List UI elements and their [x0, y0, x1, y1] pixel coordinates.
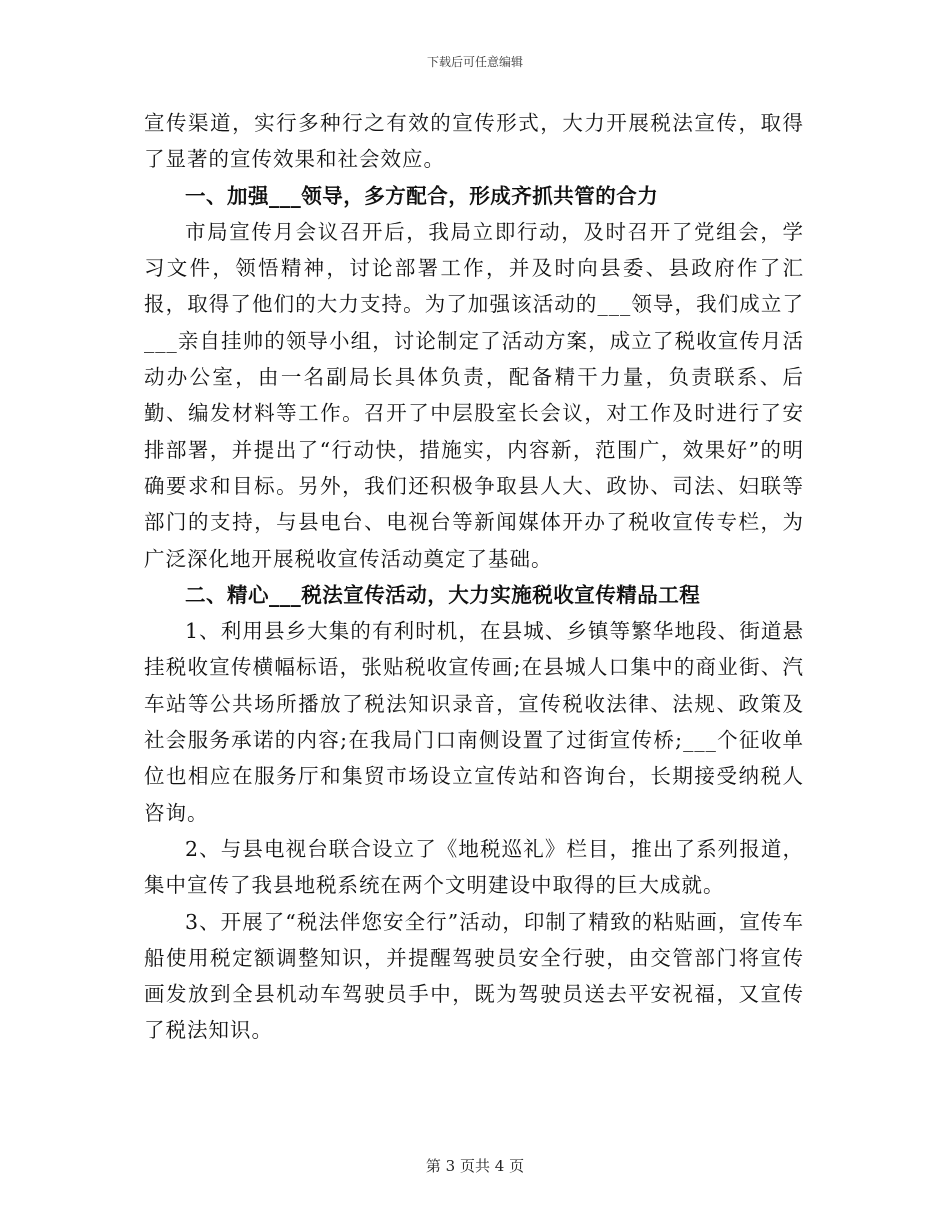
paragraph-2: 1、利用县乡大集的有利时机，在县城、乡镇等繁华地段、街道悬挂税收宣传横幅标语，张贴税收宣传画;在县城人口集中的商业街、汽车站等公共场所播放了税法知识录音，宣传税收法律、法规、政策及社会服务承诺的内容;在我局门口南侧设置了过街宣传桥;___个征收单位也相应在服务厅和集贸市场设立宣传站和咨询台，长期接受纳税人咨询。 — [144, 619, 804, 825]
section-heading-1: 一、加强___领导，多方配合，形成齐抓共管的合力 — [185, 183, 659, 208]
paragraph-4: 3、开展了“税法伴您安全行”活动，印制了精致的粘贴画，宣传车船使用税定额调整知识，并提醒驾驶员安全行驶，由交管部门将宣传画发放到全县机动车驾驶员手中，既为驾驶员送去平安祝福，又宣传了税法知识。 — [144, 909, 804, 1043]
section-heading-2: 二、精心___税法宣传活动，大力实施税收宣传精品工程 — [185, 582, 701, 607]
page-header: 下载后可任意编辑 — [426, 55, 523, 69]
page-number-footer: 第 3 页共 4 页 — [425, 1157, 525, 1175]
paragraph-continued: 宣传渠道，实行多种行之有效的宣传形式，大力开展税法宣传，取得了显著的宣传效果和社会效应。 — [144, 111, 804, 172]
document-body — [144, 105, 804, 1049]
paragraph-3: 2、与县电视台联合设立了《地税巡礼》栏目，推出了系列报道，集中宣传了我县地税系统在两个文明建设中取得的巨大成就。 — [144, 836, 804, 898]
paragraph-1: 市局宣传月会议召开后，我局立即行动，及时召开了党组会，学习文件，领悟精神，讨论部署工作，并及时向县委、县政府作了汇报，取得了他们的大力支持。为了加强该活动的___领导，我们成立了___亲自挂帅的领导小组，讨论制定了活动方案，成立了税收宣传月活动办公室，由一名副局长具体负责，配备精干力量，负责联系、后勤、编发材料等工作。召开了中层股室长会议，对工作及时进行了安排部署，并提出了“行动快，措施实，内容新，范围广，效果好”的明确要求和目标。另外，我们还积极争取县人大、政协、司法、妇联等部门的支持，与县电台、电视台等新闻媒体开办了税收宣传专栏，为广泛深化地开展税收宣传活动奠定了基础。 — [144, 219, 804, 571]
